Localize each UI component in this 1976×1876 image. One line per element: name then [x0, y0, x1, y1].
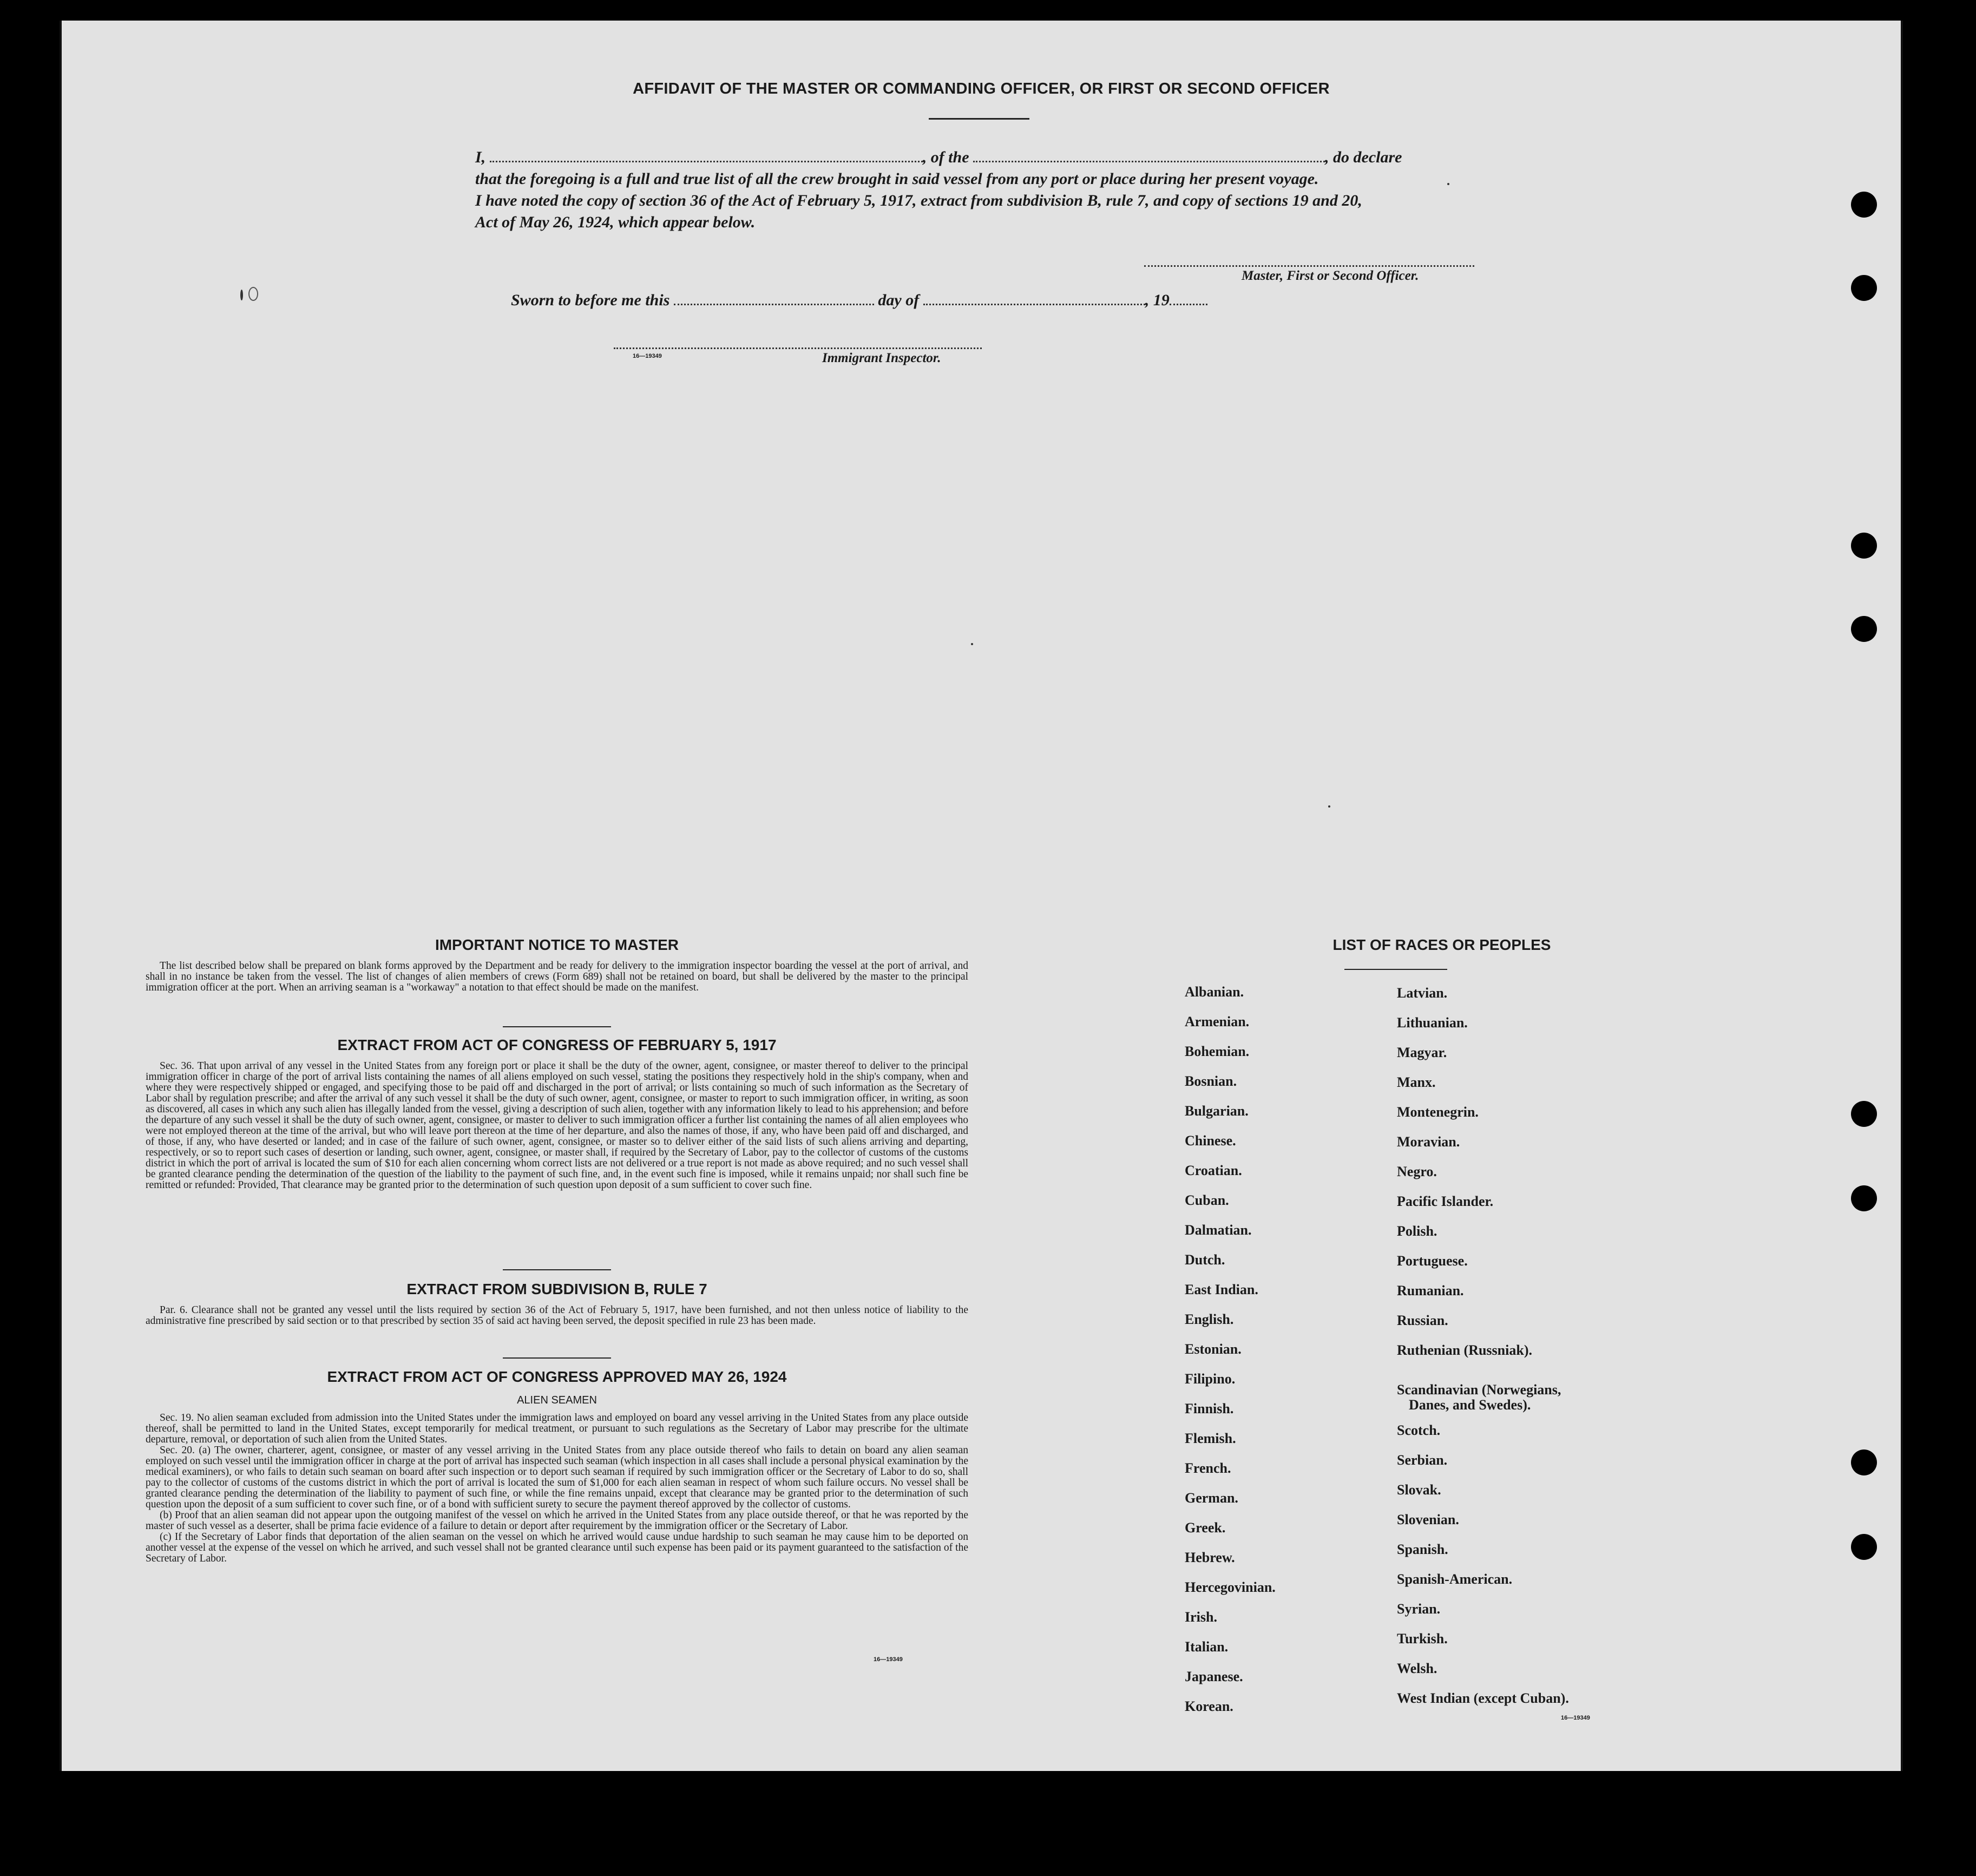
notice-paragraph: The list described below shall be prepared on blank forms approved by the Department and be ready for delivery to the immigration inspector boarding the vessel at the port of arrival, and shall in no instance be taken from the vessel. The list of changes of alien members of crews (Form 689) shall not be retained on board, but shall be delivered by the master to the principal immigration officer at the port. When an arriving seaman is a "workaway" a notation to that effect should be made on the manifest.	[146, 960, 968, 993]
extract-1917-title: EXTRACT FROM ACT OF CONGRESS OF FEBRUARY 5, 1917	[337, 1037, 777, 1053]
section-rule	[503, 1026, 611, 1027]
speck	[1328, 805, 1330, 808]
form-number-right: 16—19349	[1561, 1715, 1590, 1721]
declaration-line-1	[475, 148, 1552, 167]
race-item: Spanish.	[1397, 1542, 1448, 1557]
speck	[971, 643, 973, 645]
master-signature-label: Master, First or Second Officer.	[1242, 268, 1419, 283]
race-item: Pacific Islander.	[1397, 1193, 1494, 1209]
declaration-i: I,	[475, 148, 486, 166]
race-item: Albanian.	[1185, 984, 1244, 1000]
sec20c-paragraph: (c) If the Secretary of Labor finds that deportation of the alien seaman on the vessel on which he arrived would cause undue hardship to such seaman he may cause him to be deported on another vessel at the expense of the vessel on which he arrived, and such vessel shall not be granted clearance until such expense has been paid or its payment guaranteed to the satisfaction of the Secretary of Labor.	[146, 1531, 968, 1564]
notice-text	[146, 961, 968, 993]
race-item: Italian.	[1185, 1639, 1229, 1655]
race-item: East Indian.	[1185, 1282, 1258, 1297]
race-item: Bosnian.	[1185, 1073, 1237, 1089]
punch-hole	[1851, 1185, 1877, 1211]
race-item: Irish.	[1185, 1609, 1217, 1625]
title-rule	[929, 118, 1029, 120]
ink-mark	[248, 287, 258, 301]
race-item: Portuguese.	[1397, 1253, 1468, 1269]
punch-hole	[1851, 533, 1877, 559]
race-item: Rumanian.	[1397, 1283, 1464, 1298]
race-item: Bulgarian.	[1185, 1103, 1249, 1119]
race-item: Japanese.	[1185, 1669, 1243, 1684]
race-item: Syrian.	[1397, 1601, 1441, 1617]
race-item: Chinese.	[1185, 1133, 1236, 1149]
race-item-continued: Danes, and Swedes).	[1409, 1397, 1531, 1413]
extract-1924-text	[146, 1413, 968, 1564]
extract-1917-text	[146, 1061, 968, 1191]
sworn-day-blank[interactable]	[674, 293, 874, 305]
sec20a-paragraph: Sec. 20. (a) The owner, charterer, agent, consignee, or master of any vessel arriving in the United States from any place outside thereof who fails to detain on board any alien seaman employed on such vessel until the immigration officer in charge at the port of arrival has inspected such seaman (which inspection in all cases shall include a personal physical examination by the medical examiners), or who fails to detain such seaman on board after such inspection or to deport such seaman if required by such immigration officer or the Secretary of Labor to do so, shall pay to the collector of customs of the customs district in which the port of arrival is located the sum of $1,000 for each alien seaman in respect of whom such failure occurs. No vessel shall be granted clearance pending the determination of the liability to payment of such fine, or while the fine remains unpaid, except that clearance may be granted prior to the determination of such question upon the deposit of a sum sufficient to cover such fine, or of a bond with sufficient surety to secure the payment thereof approved by the collector of customs.	[146, 1445, 968, 1510]
race-item: Lithuanian.	[1397, 1015, 1468, 1031]
race-item: Scotch.	[1397, 1422, 1441, 1438]
race-item: Dutch.	[1185, 1252, 1225, 1268]
sworn-prefix: Sworn to before me this	[511, 291, 670, 309]
race-item: German.	[1185, 1490, 1238, 1506]
race-item: English.	[1185, 1311, 1234, 1327]
race-item: Hercegovinian.	[1185, 1579, 1276, 1595]
race-item: Manx.	[1397, 1074, 1436, 1090]
race-item: Latvian.	[1397, 985, 1448, 1001]
sworn-line	[511, 291, 1207, 310]
race-item: Slovak.	[1397, 1482, 1441, 1498]
race-item: Flemish.	[1185, 1431, 1236, 1446]
extract-rule7-title: EXTRACT FROM SUBDIVISION B, RULE 7	[406, 1281, 707, 1297]
name-blank[interactable]	[490, 150, 923, 162]
sec19-paragraph: Sec. 19. No alien seaman excluded from admission into the United States under the immigration laws and employed on board any vessel arriving in the United States from any place outside thereof, shall be permitted to land in the United States, except temporarily for medical treatment, or pursuant to such regulations as the Secretary of Labor may prescribe for the ultimate departure, removal, or deportation of such alien from the United States.	[146, 1412, 968, 1445]
race-item: French.	[1185, 1460, 1231, 1476]
inspector-label: Immigrant Inspector.	[822, 351, 941, 365]
extract-rule7-paragraph: Par. 6. Clearance shall not be granted any vessel until the lists required by section 36 of the Act of February 5, 1917, have been furnished, and not then unless notice of liability to the administrative fine prescribed by said section or to that prescribed by section 35 of said act having been served, the deposit specified in rule 23 has been made.	[146, 1304, 968, 1327]
inspector-signature-line[interactable]	[614, 347, 982, 349]
races-rule	[1344, 969, 1447, 970]
punch-hole	[1851, 1101, 1877, 1127]
master-signature-line[interactable]	[1144, 265, 1474, 267]
vessel-blank[interactable]	[973, 150, 1325, 162]
race-item: Ruthenian (Russniak).	[1397, 1342, 1532, 1358]
races-title: LIST OF RACES OR PEOPLES	[1332, 936, 1551, 953]
sworn-year: , 19	[1145, 291, 1170, 309]
race-item: Moravian.	[1397, 1134, 1460, 1150]
speck	[1447, 183, 1449, 185]
races-right-column	[1397, 985, 1569, 1720]
punch-hole	[1851, 192, 1877, 218]
race-item: Serbian.	[1397, 1452, 1448, 1468]
race-item: Turkish.	[1397, 1631, 1448, 1647]
sworn-day-of: day of	[878, 291, 920, 309]
race-item: Slovenian.	[1397, 1512, 1459, 1527]
race-item: West Indian (except Cuban).	[1397, 1690, 1569, 1706]
declaration-do-declare: , do declare	[1325, 148, 1402, 166]
race-item: Polish.	[1397, 1223, 1437, 1239]
race-item: Filipino.	[1185, 1371, 1236, 1387]
race-item: Russian.	[1397, 1313, 1448, 1328]
race-item: Dalmatian.	[1185, 1222, 1252, 1238]
extract-1924-title: EXTRACT FROM ACT OF CONGRESS APPROVED MAY 26, 1924	[327, 1368, 787, 1385]
race-item: Croatian.	[1185, 1163, 1242, 1178]
race-item: Magyar.	[1397, 1045, 1447, 1060]
declaration-line-2: that the foregoing is a full and true list of all the crew brought in said vessel from any port or place during her present voyage.	[475, 170, 1319, 188]
document-page	[60, 21, 1903, 1771]
ink-mark	[240, 290, 243, 300]
race-item: Bohemian.	[1185, 1044, 1250, 1059]
sworn-month-blank[interactable]	[923, 293, 1145, 305]
race-item: Scandinavian (Norwegians,	[1397, 1382, 1561, 1398]
extract-1917-paragraph: Sec. 36. That upon arrival of any vessel in the United States from any foreign port or place it shall be the duty of the owner, agent, consignee, or master thereof to deliver to the principal immigration officer in charge of the port of arrival lists containing the names of all aliens employed on such vessel, stating the positions they respectively hold in the ship's company, when and where they were respectively shipped or engaged, and specifying those to be paid off and discharged in the port of arrival; or lists containing so much of such information as the Secretary of Labor shall by regulation prescribe; and after the arrival of any such vessel it shall be the duty of such owner, agent, consignee, or master to report to such immigration officer, in writing, as soon as discovered, all cases in which any such alien has illegally landed from the vessel, giving a description of such alien, together with any information likely to lead to his apprehension; and before the departure of any such vessel it shall be the duty of such owner, agent, consignee, or master to deliver to such immigration officer a further list containing the names of all alien employees who were not employed thereon at the time of the arrival, but who will leave port thereon at the time of her departure, and also the names of those, if any, who have been paid off and discharged, and of those, if any, who have deserted or landed; and in case of the failure of such owner, agent, consignee, or master so to deliver either of the said lists of such aliens arriving and departing, respectively, or so to report such cases of desertion or landing, such owner, agent, consignee, or master shall, if required by the Secretary of Labor, pay to the collector of customs of the customs district in which the port of arrival is located the sum of $10 for each alien concerning whom correct lists are not delivered or a true report is not made as above required; and no such vessel shall be granted clearance pending the determination of the question of the liability to the payment of such fine, and, in the event such fine is imposed, while it remains unpaid; nor shall such fine be remitted or refunded: Provided, That clearance may be granted prior to the determination of such question upon deposit of a sum sufficient to cover such fine.	[146, 1060, 968, 1191]
race-item: Korean.	[1185, 1698, 1233, 1714]
race-item: Armenian.	[1185, 1014, 1250, 1029]
section-rule	[503, 1357, 611, 1359]
race-item: Cuban.	[1185, 1192, 1229, 1208]
notice-title: IMPORTANT NOTICE TO MASTER	[435, 936, 679, 953]
sworn-year-blank[interactable]	[1170, 293, 1207, 305]
race-item: Welsh.	[1397, 1661, 1437, 1676]
punch-hole	[1851, 275, 1877, 301]
form-number-left: 16—19349	[874, 1656, 903, 1663]
race-item: Negro.	[1397, 1164, 1437, 1179]
section-rule	[503, 1269, 611, 1270]
punch-hole	[1851, 616, 1877, 642]
race-item: Estonian.	[1185, 1341, 1242, 1357]
race-item: Finnish.	[1185, 1401, 1234, 1416]
form-number-top: 16—19349	[633, 353, 662, 359]
race-item: Hebrew.	[1185, 1550, 1235, 1565]
punch-hole	[1851, 1534, 1877, 1560]
races-left-column	[1185, 984, 1276, 1728]
race-item: Spanish-American.	[1397, 1571, 1513, 1587]
sec20b-paragraph: (b) Proof that an alien seaman did not appear upon the outgoing manifest of the vessel on which he arrived in the United States from any place outside thereof, or that he was reported by the master of such vessel as a deserter, shall be prima facie evidence of a failure to detain or deport after requirement by the immigration officer or the Secretary of Labor.	[146, 1510, 968, 1532]
declaration-line-3: I have noted the copy of section 36 of the Act of February 5, 1917, extract from subdivision B, rule 7, and copy of sections 19 and 20,	[475, 192, 1362, 209]
punch-hole	[1851, 1449, 1877, 1475]
race-item: Montenegrin.	[1397, 1104, 1479, 1120]
alien-seamen-subtitle: ALIEN SEAMEN	[517, 1394, 597, 1406]
declaration-of-the: , of the	[922, 148, 969, 166]
race-item: Greek.	[1185, 1520, 1226, 1536]
declaration-line-4: Act of May 26, 1924, which appear below.	[475, 213, 756, 231]
extract-rule7-text	[146, 1305, 968, 1327]
affidavit-title: AFFIDAVIT OF THE MASTER OR COMMANDING OFFICER, OR FIRST OR SECOND OFFICER	[633, 80, 1330, 97]
